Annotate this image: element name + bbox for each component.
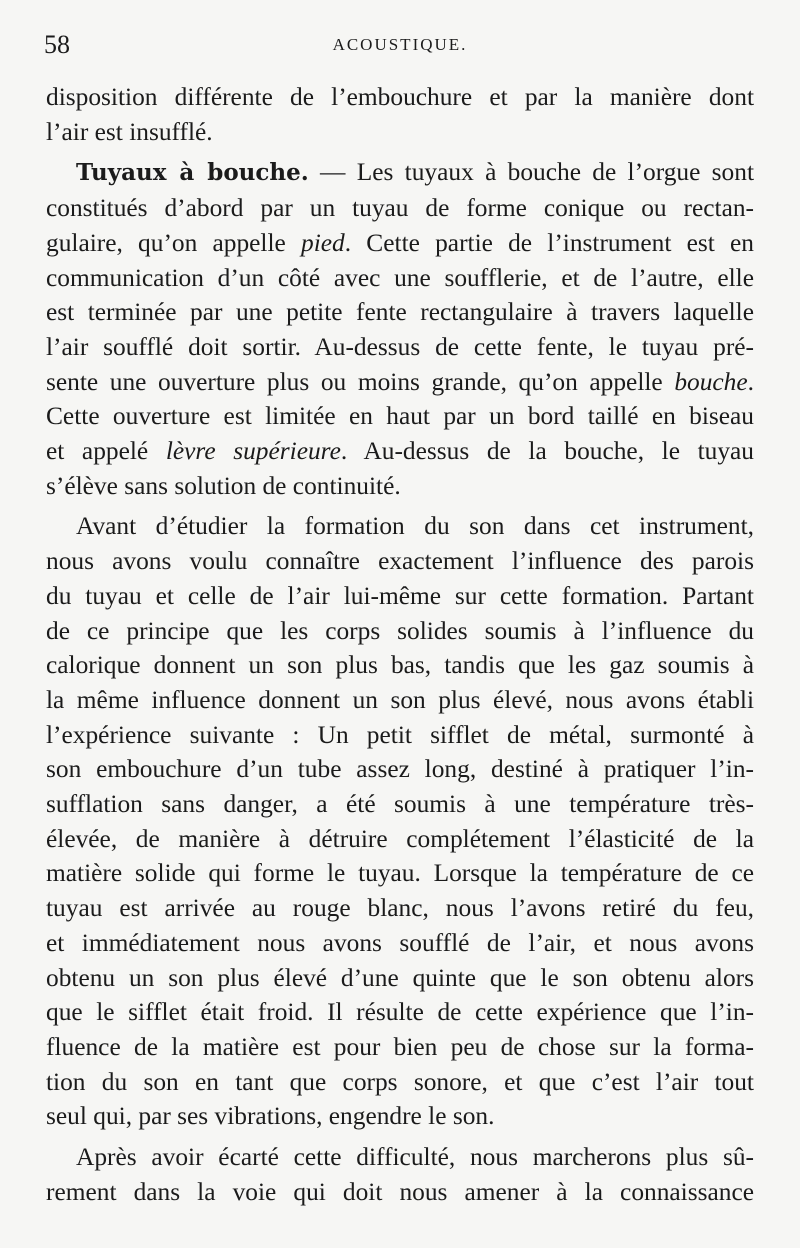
text-line: de ce principe que les corps solides soumis à l’influence du	[46, 616, 754, 645]
text-line: la même influence donnent un son plus élevé, nous avons établi	[46, 685, 754, 714]
paragraph	[46, 1140, 754, 1209]
text-line: tion du son en tant que corps sonore, et que c’est l’air tout	[46, 1067, 754, 1096]
text-line: Après avoir écarté cette difficulté, nous marcherons plus sû-	[76, 1143, 754, 1172]
text-line: Cette ouverture est limitée en haut par un bord taillé en biseau	[46, 402, 754, 431]
body-text	[46, 80, 754, 1210]
italic-term: bouche	[674, 367, 748, 396]
italic-term: pied	[301, 228, 345, 257]
paragraph	[46, 80, 754, 149]
text-line: Tuyaux à bouche. — Les tuyaux à bouche de l’orgue sont	[76, 158, 754, 187]
text-line: élevée, de manière à détruire complétement l’élasticité de la	[46, 824, 754, 853]
text-line: nous avons voulu connaître exactement l’influence des parois	[46, 547, 754, 576]
text-line: matière solide qui forme le tuyau. Lorsque la température de ce	[46, 859, 754, 888]
text-line: gulaire, qu’on appelle pied. Cette partie de l’instrument est en	[46, 228, 754, 257]
text-line: s’élève sans solution de continuité.	[46, 471, 401, 500]
text-line: et appelé lèvre supérieure. Au-dessus de la bouche, le tuyau	[46, 437, 754, 466]
text-line: et immédiatement nous avons soufflé de l’air, et nous avons	[46, 928, 754, 957]
text-line: du tuyau et celle de l’air lui-même sur cette formation. Partant	[46, 581, 754, 610]
text-line: sente une ouverture plus ou moins grande, qu’on appelle bouche.	[46, 367, 754, 396]
running-head: ACOUSTIQUE.	[332, 35, 468, 54]
text-line: sufflation sans danger, a été soumis à une température très-	[46, 790, 754, 819]
text-line: l’expérience suivante : Un petit sifflet de métal, surmonté à	[46, 720, 754, 749]
page-header	[44, 30, 756, 60]
text-line: rement dans la voie qui doit nous amener à la connaissance	[46, 1177, 754, 1206]
text-line: l’air est insufflé.	[46, 117, 213, 146]
paragraph	[46, 509, 754, 1134]
section-heading: Tuyaux à bouche.	[76, 159, 309, 187]
paragraph	[46, 155, 754, 503]
text-line: tuyau est arrivée au rouge blanc, nous l’avons retiré du feu,	[46, 894, 754, 923]
text-line: disposition différente de l’embouchure et par la manière dont	[46, 83, 754, 111]
text-line: Avant d’étudier la formation du son dans cet instrument,	[76, 512, 754, 541]
italic-term: lèvre supérieure	[165, 437, 341, 466]
text-line: son embouchure d’un tube assez long, destiné à pratiquer l’in-	[46, 755, 754, 784]
text-line: que le sifflet était froid. Il résulte de cette expérience que l’in-	[46, 998, 754, 1027]
page-number: 58	[44, 30, 70, 59]
text-line: communication d’un côté avec une soufflerie, et de l’autre, elle	[46, 263, 754, 292]
text-line: seul qui, par ses vibrations, engendre le son.	[46, 1102, 495, 1131]
text-line: l’air soufflé doit sortir. Au-dessus de cette fente, le tuyau pré-	[46, 332, 754, 361]
text-line: est terminée par une petite fente rectangulaire à travers laquelle	[46, 298, 754, 327]
text-line: constitués d’abord par un tuyau de forme conique ou rectan-	[46, 194, 754, 223]
text-line: fluence de la matière est pour bien peu de chose sur la forma-	[46, 1032, 754, 1061]
text-line: calorique donnent un son plus bas, tandis que les gaz soumis à	[46, 651, 754, 680]
text-line: obtenu un son plus élevé d’une quinte que le son obtenu alors	[46, 963, 754, 992]
